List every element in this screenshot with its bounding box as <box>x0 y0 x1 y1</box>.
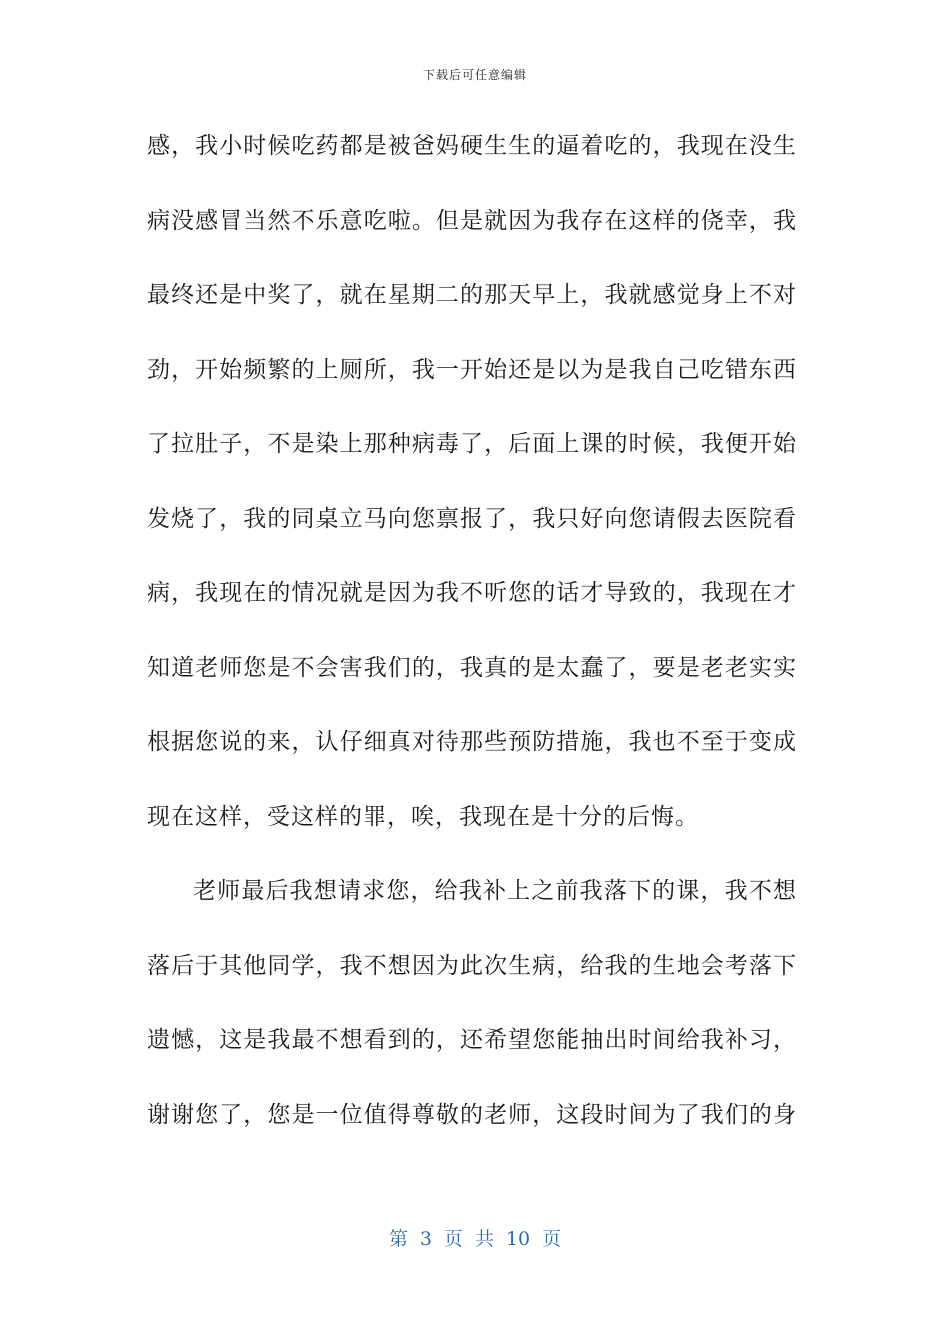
document-body <box>147 124 797 1167</box>
text-line: 病没感冒当然不乐意吃啦。但是就因为我存在这样的侥幸，我 <box>147 207 797 234</box>
paragraph <box>147 124 797 869</box>
text-line: 落后于其他同学，我不想因为此次生病，给我的生地会考落下 <box>147 952 797 979</box>
paragraph <box>147 869 797 1167</box>
footer-prefix: 第 <box>388 1228 408 1250</box>
text-line: 发烧了，我的同桌立马向您禀报了，我只好向您请假去医院看 <box>147 505 797 532</box>
text-line: 知道老师您是不会害我们的，我真的是太蠢了，要是老老实实 <box>147 654 797 681</box>
text-line: 感，我小时候吃药都是被爸妈硬生生的逼着吃的，我现在没生 <box>147 133 797 159</box>
text-line: 劲，开始频繁的上厕所，我一开始还是以为是我自己吃错东西 <box>147 356 797 383</box>
total-pages-number: 10 <box>505 1228 531 1250</box>
text-line: 老师最后我想请求您，给我补上之前我落下的课，我不想 <box>193 878 797 904</box>
page-number-footer <box>0 1224 950 1251</box>
text-line: 遗憾，这是我最不想看到的，还希望您能抽出时间给我补习， <box>147 1027 797 1053</box>
text-line: 现在这样，受这样的罪，唉，我现在是十分的后悔。 <box>147 803 699 830</box>
footer-middle: 页 共 <box>443 1228 494 1250</box>
page-header: 下载后可任意编辑 <box>422 68 527 82</box>
text-line: 了拉肚子，不是染上那种病毒了，后面上课的时候，我便开始 <box>147 431 797 457</box>
text-line: 谢谢您了，您是一位值得尊敬的老师，这段时间为了我们的身 <box>147 1101 797 1128</box>
text-line: 最终还是中奖了，就在星期二的那天早上，我就感觉身上不对 <box>147 282 797 308</box>
current-page-number: 3 <box>419 1228 432 1250</box>
text-line: 病，我现在的情况就是因为我不听您的话才导致的，我现在才 <box>147 580 797 606</box>
footer-suffix: 页 <box>542 1228 562 1250</box>
text-line: 根据您说的来，认仔细真对待那些预防措施，我也不至于变成 <box>147 729 797 755</box>
